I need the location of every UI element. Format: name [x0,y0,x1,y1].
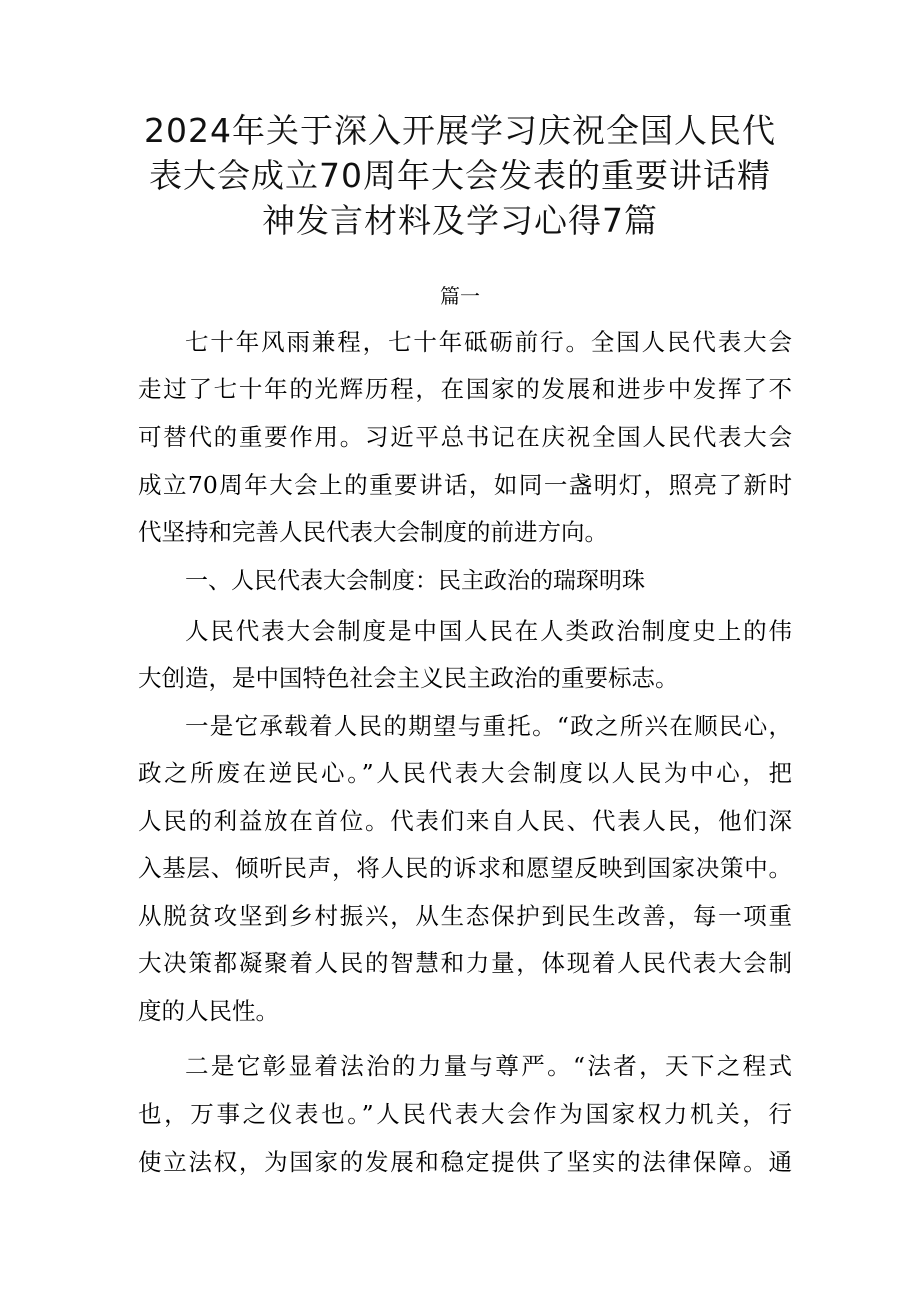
paragraph-line: 使立法权，为国家的发展和稳定提供了坚实的法律保障。通 [138,1148,792,1176]
paragraph-line: 大创造，是中国特色社会主义民主政治的重要标志。 [138,664,679,692]
title-line: 神发言材料及学习心得7篇 [262,201,658,240]
title-line: 2024年关于深入开展学习庆祝全国人民代 [144,111,776,150]
paragraph-line: 一是它承载着人民的期望与重托。“政之所兴在顺民心， [185,712,792,740]
paragraph-line: 二是它彰显着法治的力量与尊严。“法者，天下之程式 [185,1052,792,1080]
paragraph-line: 七十年风雨兼程，七十年砥砺前行。全国人民代表大会 [185,328,792,356]
paragraph-line: 度的人民性。 [138,997,279,1025]
section-label: 篇一 [440,284,480,308]
section-heading: 一、人民代表大会制度：民主政治的瑞琛明珠 [185,568,645,594]
title-line: 表大会成立70周年大会发表的重要讲话精 [149,156,771,195]
paragraph-line: 人民代表大会制度是中国人民在人类政治制度史上的伟 [185,617,792,645]
paragraph-line: 政之所废在逆民心。”人民代表大会制度以人民为中心，把 [138,759,792,787]
paragraph-line: 成立70周年大会上的重要讲话，如同一盏明灯，照亮了新时 [138,471,792,499]
paragraph-line: 代坚持和完善人民代表大会制度的前进方向。 [138,518,608,546]
paragraph-line: 走过了七十年的光辉历程，在国家的发展和进步中发挥了不 [138,375,792,403]
document-title [120,108,800,243]
paragraph-line: 从脱贫攻坚到乡村振兴，从生态保护到民生改善，每一项重 [138,902,792,930]
paragraph-line: 大决策都凝聚着人民的智慧和力量，体现着人民代表大会制 [138,949,792,977]
paragraph-line: 也，万事之仪表也。”人民代表大会作为国家权力机关，行 [138,1100,792,1128]
paragraph-line: 入基层、倾听民声，将人民的诉求和愿望反映到国家决策中。 [138,854,792,882]
paragraph-line: 人民的利益放在首位。代表们来自人民、代表人民，他们深 [138,807,792,835]
paragraph-line: 可替代的重要作用。习近平总书记在庆祝全国人民代表大会 [138,423,792,451]
